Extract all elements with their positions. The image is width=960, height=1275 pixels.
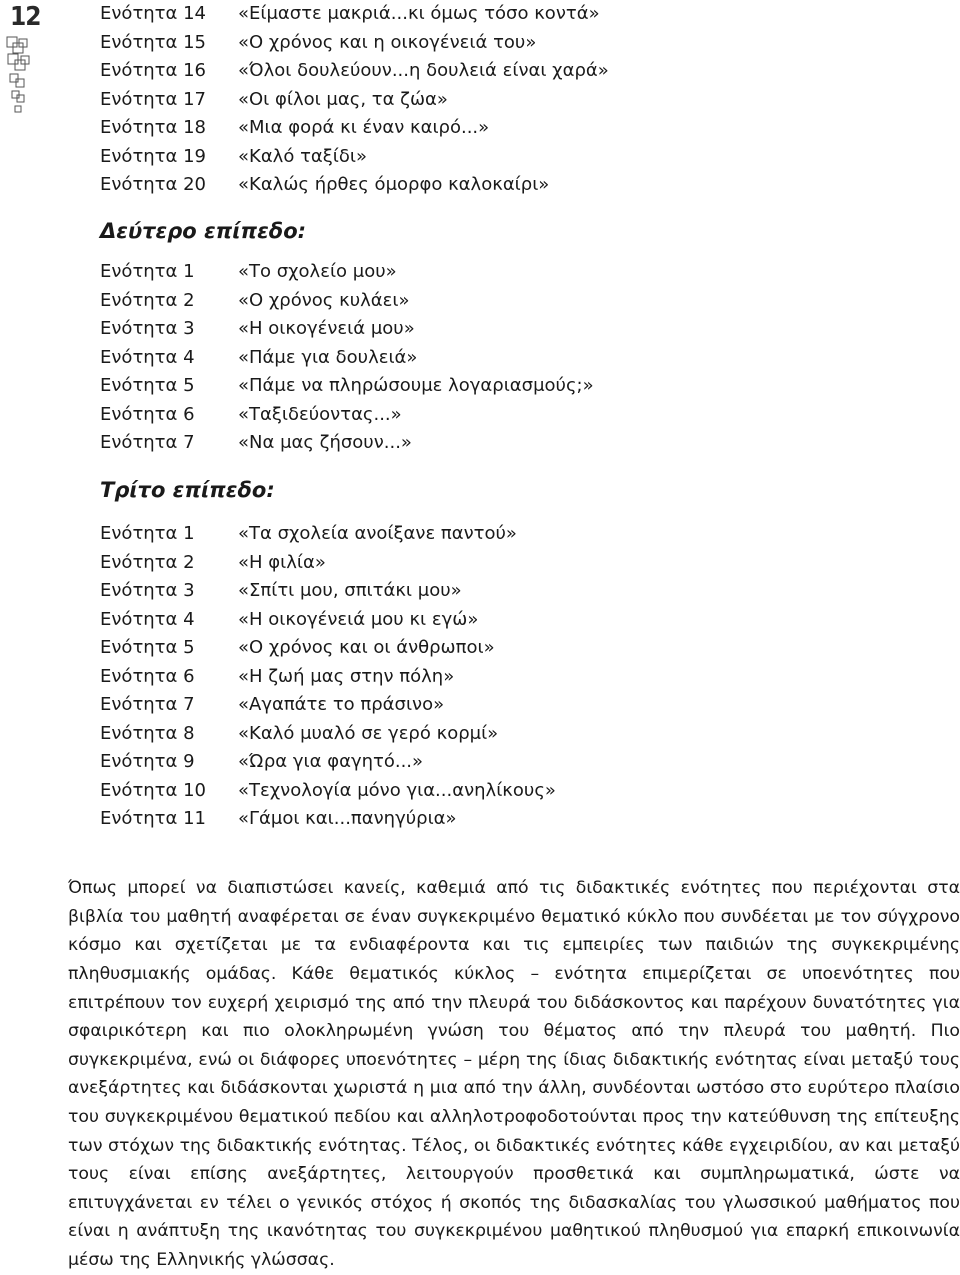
list-item [100, 401, 594, 430]
list-item [100, 520, 556, 549]
unit-label: Ενότητα 4 [100, 346, 195, 368]
list-item [100, 315, 594, 344]
unit-title: «Η οικογένειά μου» [238, 318, 415, 339]
list-item [100, 171, 609, 200]
unit-label: Ενότητα 7 [100, 432, 195, 453]
unit-title: «Η φιλία» [238, 551, 326, 573]
unit-title: «Η ζωή μας στην πόλη» [238, 665, 455, 687]
unit-label: Ενότητα 19 [100, 145, 207, 167]
list-item [100, 29, 609, 58]
list-item [100, 344, 594, 373]
list-item [100, 606, 556, 635]
unit-label: Ενότητα 14 [100, 3, 207, 24]
unit-title: «Σπίτι μου, σπιτάκι μου» [238, 580, 462, 601]
unit-label: Ενότητα 18 [100, 117, 207, 138]
list-item [100, 577, 556, 606]
unit-title: «Πάμε για δουλειά» [238, 346, 418, 368]
list-item [100, 549, 556, 578]
unit-label: Ενότητα 17 [100, 88, 207, 110]
list-item [100, 720, 556, 749]
unit-label: Ενότητα 9 [100, 751, 195, 772]
unit-label: Ενότητα 5 [100, 375, 195, 396]
list-item [100, 748, 556, 777]
unit-title: «Να μας ζήσουν...» [238, 432, 412, 453]
unit-label: Ενότητα 4 [100, 608, 195, 630]
body-paragraph: Όπως μπορεί να διαπιστώσει κανείς, καθεμιά από τις διδακτικές ενότητες που περιέχονται στα βιβλία του μαθητή αναφέρεται σε έναν συγκεκριμένο θεματικό κύκλο που συνδέεται με τον σύγχρονο κόσμο και σχετίζεται με τα ενδιαφέροντα και τις εμπειρίες των παιδιών της συγκεκριμένης πληθυσμιακής ομάδας. Κάθε θεματικός κύκλος – ενότητα επιμερίζεται σε υποενότητες που επιτρέπουν τον ευχερή χειρισμό της από την πλευρά του διδάσκοντος και παρέχουν δυνατότητες για σφαιρικότερη και πιο ολοκληρωμένη γνώση του θέματος από την πλευρά του μαθητή. Πιο συγκεκριμένα, ενώ οι διάφορες υποενότητες – μέρη της ίδιας διδακτικής ενότητας είναι μεταξύ τους ανεξάρτητες και διδάσκονται χωριστά η μια από την άλλη, συνδέονται ωστόσο στο ευρύτερο πλαίσιο του συγκεκριμένου θεματικού πεδίου και αλληλοτροφοδοτούνται προς την κατεύθυνση της επίτευξης των στόχων της διδακτικής ενότητας. Τέλος, οι διδακτικές ενότητες κάθε εγχειριδίου, αν και μεταξύ τους είναι επίσης ανεξάρτητες, λειτουργούν προσθετικά και συμπληρωματικά, ώστε να επιτυγχάνεται εν τέλει ο γενικός στόχος ή σκοπός της διδασκαλίας του γλωσσικού μαθήματος που είναι η ανάπτυξη της ικανότητας του συγκεκριμένου μαθητικού πληθυσμού για επαρκή επικοινωνία μέσω της Ελληνικής γλώσσας. [68, 878, 960, 1271]
unit-label: Ενότητα 15 [100, 31, 207, 53]
decorative-squares-ornament [6, 36, 36, 116]
unit-title: «Ο χρόνος κυλάει» [238, 289, 410, 311]
unit-title: «Το σχολείο μου» [238, 261, 397, 282]
unit-title: «Τα σχολεία ανοίξανε παντού» [238, 523, 517, 544]
third-level-heading: Τρίτο επίπεδο: [100, 478, 275, 502]
unit-label: Ενότητα 6 [100, 665, 195, 687]
unit-title: «Οι φίλοι μας, τα ζώα» [238, 88, 448, 110]
unit-label: Ενότητα 6 [100, 403, 195, 425]
unit-label: Ενότητα 3 [100, 318, 195, 339]
unit-label: Ενότητα 8 [100, 722, 195, 744]
unit-title: «Ταξιδεύοντας...» [238, 403, 402, 425]
unit-title: «Είμαστε μακριά...κι όμως τόσο κοντά» [238, 3, 600, 24]
unit-label: Ενότητα 11 [100, 808, 207, 829]
unit-label: Ενότητα 1 [100, 523, 195, 544]
list-item [100, 86, 609, 115]
unit-title: «Ο χρόνος και οι άνθρωποι» [238, 637, 495, 658]
list-item [100, 805, 556, 834]
unit-title: «Μια φορά κι έναν καιρό...» [238, 117, 490, 138]
second-level-units-list [100, 258, 594, 458]
unit-label: Ενότητα 1 [100, 261, 195, 282]
unit-label: Ενότητα 10 [100, 779, 207, 801]
unit-label: Ενότητα 7 [100, 694, 195, 715]
unit-title: «Αγαπάτε το πράσινο» [238, 694, 445, 715]
unit-title: «Η οικογένειά μου κι εγώ» [238, 608, 479, 630]
unit-label: Ενότητα 20 [100, 174, 207, 195]
unit-title: «Γάμοι και...πανηγύρια» [238, 808, 457, 829]
unit-title: «Καλό μυαλό σε γερό κορμί» [238, 722, 499, 744]
list-item [100, 0, 609, 29]
page-number: 12 [10, 2, 41, 32]
list-item [100, 287, 594, 316]
first-level-units-list [100, 0, 609, 200]
unit-title: «Καλώς ήρθες όμορφο καλοκαίρι» [238, 174, 550, 195]
third-level-units-list [100, 520, 556, 834]
list-item [100, 258, 594, 287]
list-item [100, 777, 556, 806]
unit-title: «Πάμε να πληρώσουμε λογαριασμούς;» [238, 375, 594, 396]
unit-title: «Ώρα για φαγητό...» [238, 751, 424, 772]
second-level-heading: Δεύτερο επίπεδο: [100, 219, 307, 243]
unit-title: «Ο χρόνος και η οικογένειά του» [238, 31, 537, 53]
list-item [100, 372, 594, 401]
unit-label: Ενότητα 3 [100, 580, 195, 601]
list-item [100, 663, 556, 692]
unit-title: «Καλό ταξίδι» [238, 145, 368, 167]
list-item [100, 143, 609, 172]
list-item [100, 57, 609, 86]
unit-label: Ενότητα 5 [100, 637, 195, 658]
unit-title: «Τεχνολογία μόνο για...ανηλίκους» [238, 779, 556, 801]
unit-label: Ενότητα 2 [100, 551, 195, 573]
list-item [100, 114, 609, 143]
unit-title: «Όλοι δουλεύουν...η δουλειά είναι χαρά» [238, 60, 609, 81]
unit-label: Ενότητα 2 [100, 289, 195, 311]
list-item [100, 634, 556, 663]
unit-label: Ενότητα 16 [100, 60, 207, 81]
list-item [100, 429, 594, 458]
list-item [100, 691, 556, 720]
